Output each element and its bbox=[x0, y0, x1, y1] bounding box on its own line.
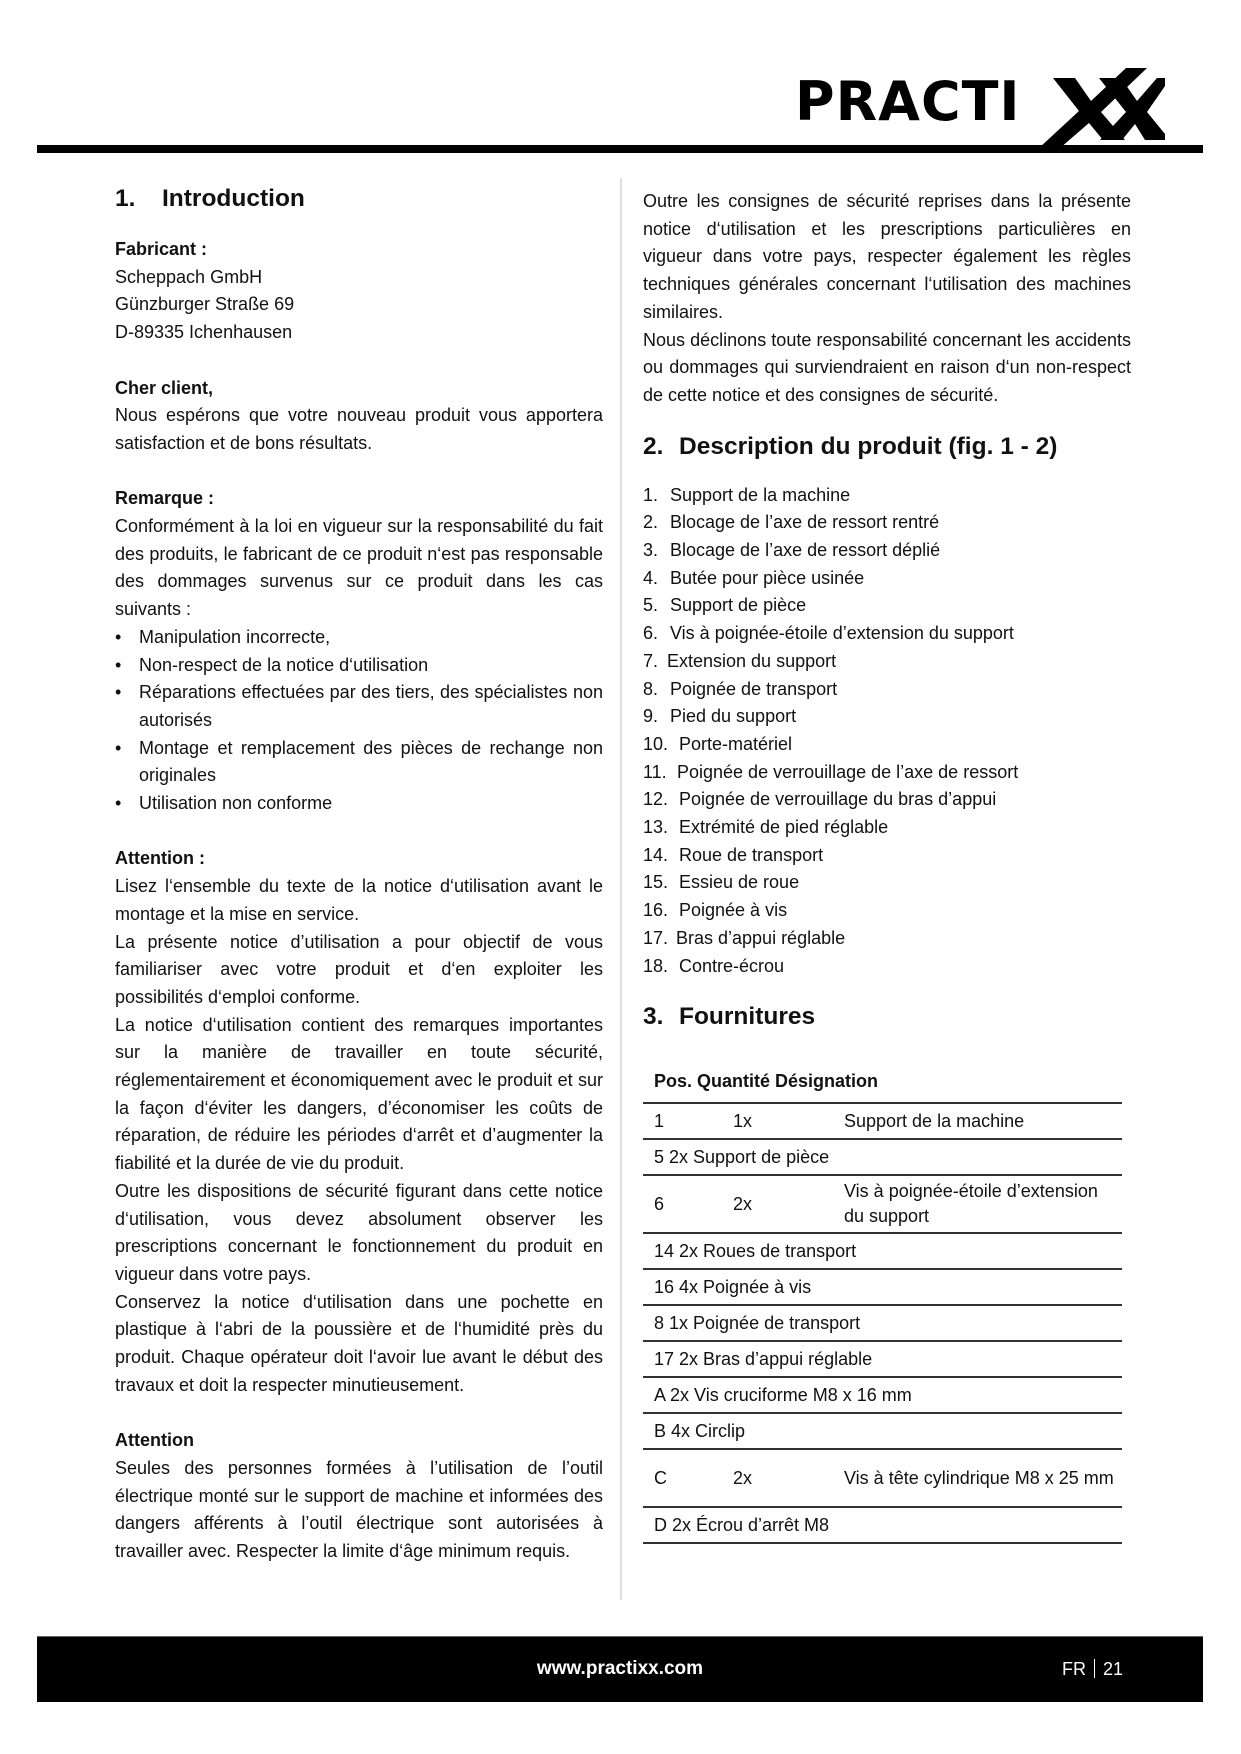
bullet-item: • Montage et remplacement des pièces de rechange non originales bbox=[115, 735, 603, 790]
manufacturer-city: D-89335 Ichenhausen bbox=[115, 322, 293, 343]
manufacturer-block bbox=[115, 236, 603, 347]
greeting-label: Cher client, bbox=[115, 377, 214, 398]
section-heading-product-description bbox=[643, 432, 1131, 462]
attention-paragraph: La notice d‘utilisation contient des remarques importantes sur la manière de travailler en toute sécurité, réglementairement et économiquement avec le produit et sur la façon d‘éviter les dangers, d’économiser les coûts de réparation, de réduire les périodes d‘arrêt et d’augmenter la fiabilité et la durée de vie du produit. bbox=[115, 1014, 603, 1174]
supplies-table bbox=[643, 1066, 1122, 1544]
part-item: 13. Extrémité de pied réglable bbox=[643, 817, 889, 838]
attention-paragraph: Conservez la notice d‘utilisation dans une pochette en plastique à l‘abri de la poussière et de l‘humidité près du produit. Chaque opérateur doit l‘avoir lue avant le début des travaux et doit la respecter minutieusement. bbox=[115, 1291, 603, 1395]
part-item: 2. Blocage de l’axe de ressort rentré bbox=[643, 512, 940, 533]
language-code: FR bbox=[1061, 1659, 1086, 1679]
page-number: 21 bbox=[1102, 1659, 1123, 1679]
table-row: D 2x Écrou d’arrêt M8 bbox=[643, 1508, 1122, 1544]
table-header: Pos. Quantité Désignation bbox=[643, 1066, 1122, 1104]
part-item: 5. Support de pièce bbox=[643, 595, 807, 616]
part-item: 10. Porte-matériel bbox=[643, 733, 793, 754]
section-title: Fournitures bbox=[679, 1003, 816, 1031]
attention-operators-text: Seules des personnes formées à l’utilisation de l’outil électrique monté sur le support de machine et informées des dangers afférents à l’outil électrique sont autorisées à travailler avec. Respecter la limite d‘âge minimum requis. bbox=[115, 1457, 603, 1561]
remark-block bbox=[115, 485, 603, 817]
page-footer bbox=[37, 1636, 1203, 1702]
attention-block bbox=[115, 845, 603, 1399]
section-heading-introduction bbox=[115, 184, 603, 214]
part-item: 9. Pied du support bbox=[643, 706, 797, 727]
part-item: 14. Roue de transport bbox=[643, 844, 824, 865]
remark-label: Remarque : bbox=[115, 488, 215, 509]
attention-label: Attention : bbox=[115, 848, 205, 869]
manufacturer-label: Fabricant : bbox=[115, 239, 208, 259]
table-row: B 4x Circlip bbox=[643, 1414, 1122, 1450]
svg-text:PRACTI: PRACTI bbox=[795, 70, 1021, 133]
left-column bbox=[115, 184, 603, 1566]
manufacturer-street: Günzburger Straße 69 bbox=[115, 294, 295, 315]
brand-logo bbox=[795, 68, 1165, 148]
table-row: 5 2x Support de pièce bbox=[643, 1140, 1122, 1176]
section-title: Introduction bbox=[162, 185, 305, 212]
designation-cell: Vis à tête cylindrique M8 x 25 mm bbox=[844, 1467, 1114, 1488]
bullet-item: • Manipulation incorrecte, bbox=[115, 624, 603, 652]
practixx-logo-icon bbox=[795, 68, 1165, 148]
right-column bbox=[643, 188, 1131, 1544]
attention-paragraph: Outre les dispositions de sécurité figurant dans cette notice d‘utilisation, vous devez absolument observer les prescriptions concernant le fonctionnement du produit en vigueur dans votre pays. bbox=[115, 1180, 603, 1284]
part-item: 17. Bras d’appui réglable bbox=[643, 927, 846, 948]
qty-cell: 2x bbox=[733, 1467, 753, 1488]
part-item: 3. Blocage de l’axe de ressort déplié bbox=[643, 540, 941, 561]
manufacturer-name: Scheppach GmbH bbox=[115, 266, 263, 287]
safety-paragraph: Outre les consignes de sécurité reprises dans la présente notice d‘utilisation et les prescriptions particulières en vigueur dans votre pays, respecter également les règles techniques générales concernant l‘utilisation des machines similaires. bbox=[643, 191, 1131, 322]
remark-bullet-list bbox=[115, 624, 603, 818]
table-row bbox=[643, 1450, 1122, 1508]
part-item: 16. Poignée à vis bbox=[643, 900, 788, 921]
greeting-block bbox=[115, 375, 603, 458]
qty-cell: 1x bbox=[733, 1110, 753, 1131]
bullet-item: • Non-respect de la notice d‘utilisation bbox=[115, 652, 603, 680]
attention-operators-label: Attention bbox=[115, 1430, 194, 1451]
attention-paragraph: Lisez l‘ensemble du texte de la notice d‘utilisation avant le montage et la mise en service. bbox=[115, 876, 603, 924]
section-heading-supplies bbox=[643, 1002, 1131, 1032]
table-row: A 2x Vis cruciforme M8 x 16 mm bbox=[643, 1378, 1122, 1414]
part-item: 4. Butée pour pièce usinée bbox=[643, 567, 865, 588]
designation-cell: Support de la machine bbox=[844, 1110, 1025, 1131]
footer-website-link[interactable]: www.practixx.com bbox=[536, 1658, 704, 1679]
table-row: 8 1x Poignée de transport bbox=[643, 1306, 1122, 1342]
section-number: 1. bbox=[115, 185, 136, 212]
column-divider bbox=[620, 178, 622, 1600]
table-row bbox=[643, 1176, 1122, 1234]
section-number: 3. bbox=[643, 1003, 664, 1031]
part-item: 7. Extension du support bbox=[643, 650, 837, 671]
bullet-item: • Utilisation non conforme bbox=[115, 790, 603, 818]
remark-text: Conformément à la loi en vigueur sur la responsabilité du fait des produits, le fabricant de ce produit n‘est pas responsable des dommages survenus sur ce produit dans les cas suivants : bbox=[115, 516, 603, 620]
part-item: 11. Poignée de verrouillage de l’axe de ressort bbox=[643, 761, 1019, 782]
section-title: Description du produit (fig. 1 - 2) bbox=[679, 432, 1058, 460]
bullet-item: • Réparations effectuées par des tiers, des spécialistes non autorisés bbox=[115, 679, 603, 734]
qty-cell: 2x bbox=[733, 1193, 753, 1214]
table-row: 14 2x Roues de transport bbox=[643, 1234, 1122, 1270]
separator bbox=[1094, 1659, 1095, 1678]
pos-cell: 1 bbox=[654, 1110, 665, 1131]
part-item: 6. Vis à poignée-étoile d’extension du support bbox=[643, 623, 1014, 644]
part-item: 15. Essieu de roue bbox=[643, 872, 800, 893]
greeting-text: Nous espérons que votre nouveau produit vous apportera satisfaction et de bons résultats. bbox=[115, 405, 603, 453]
liability-paragraph: Nous déclinons toute responsabilité concernant les accidents ou dommages qui surviendraient en raison d‘un non-respect de cette notice et des consignes de sécurité. bbox=[643, 329, 1131, 405]
table-row bbox=[643, 1104, 1122, 1140]
part-item: 8. Poignée de transport bbox=[643, 678, 838, 699]
section-number: 2. bbox=[643, 432, 664, 460]
part-item: 12. Poignée de verrouillage du bras d’appui bbox=[643, 789, 997, 810]
header-rule bbox=[37, 145, 1203, 153]
attention-paragraph: La présente notice d’utilisation a pour objectif de vous familiariser avec votre produit et d‘en exploiter les possibilités d‘emploi conforme. bbox=[115, 931, 603, 1007]
part-item: 18. Contre-écrou bbox=[643, 955, 785, 976]
table-row: 16 4x Poignée à vis bbox=[643, 1270, 1122, 1306]
table-row: 17 2x Bras d’appui réglable bbox=[643, 1342, 1122, 1378]
attention-operators-block bbox=[115, 1427, 603, 1566]
designation-cell: Vis à poignée-étoile d’extension du support bbox=[844, 1181, 1098, 1227]
pos-cell: C bbox=[654, 1467, 667, 1488]
part-item: 1. Support de la machine bbox=[643, 484, 851, 505]
parts-list bbox=[643, 482, 1131, 981]
page-indicator bbox=[1062, 1659, 1123, 1680]
pos-cell: 6 bbox=[654, 1193, 665, 1214]
